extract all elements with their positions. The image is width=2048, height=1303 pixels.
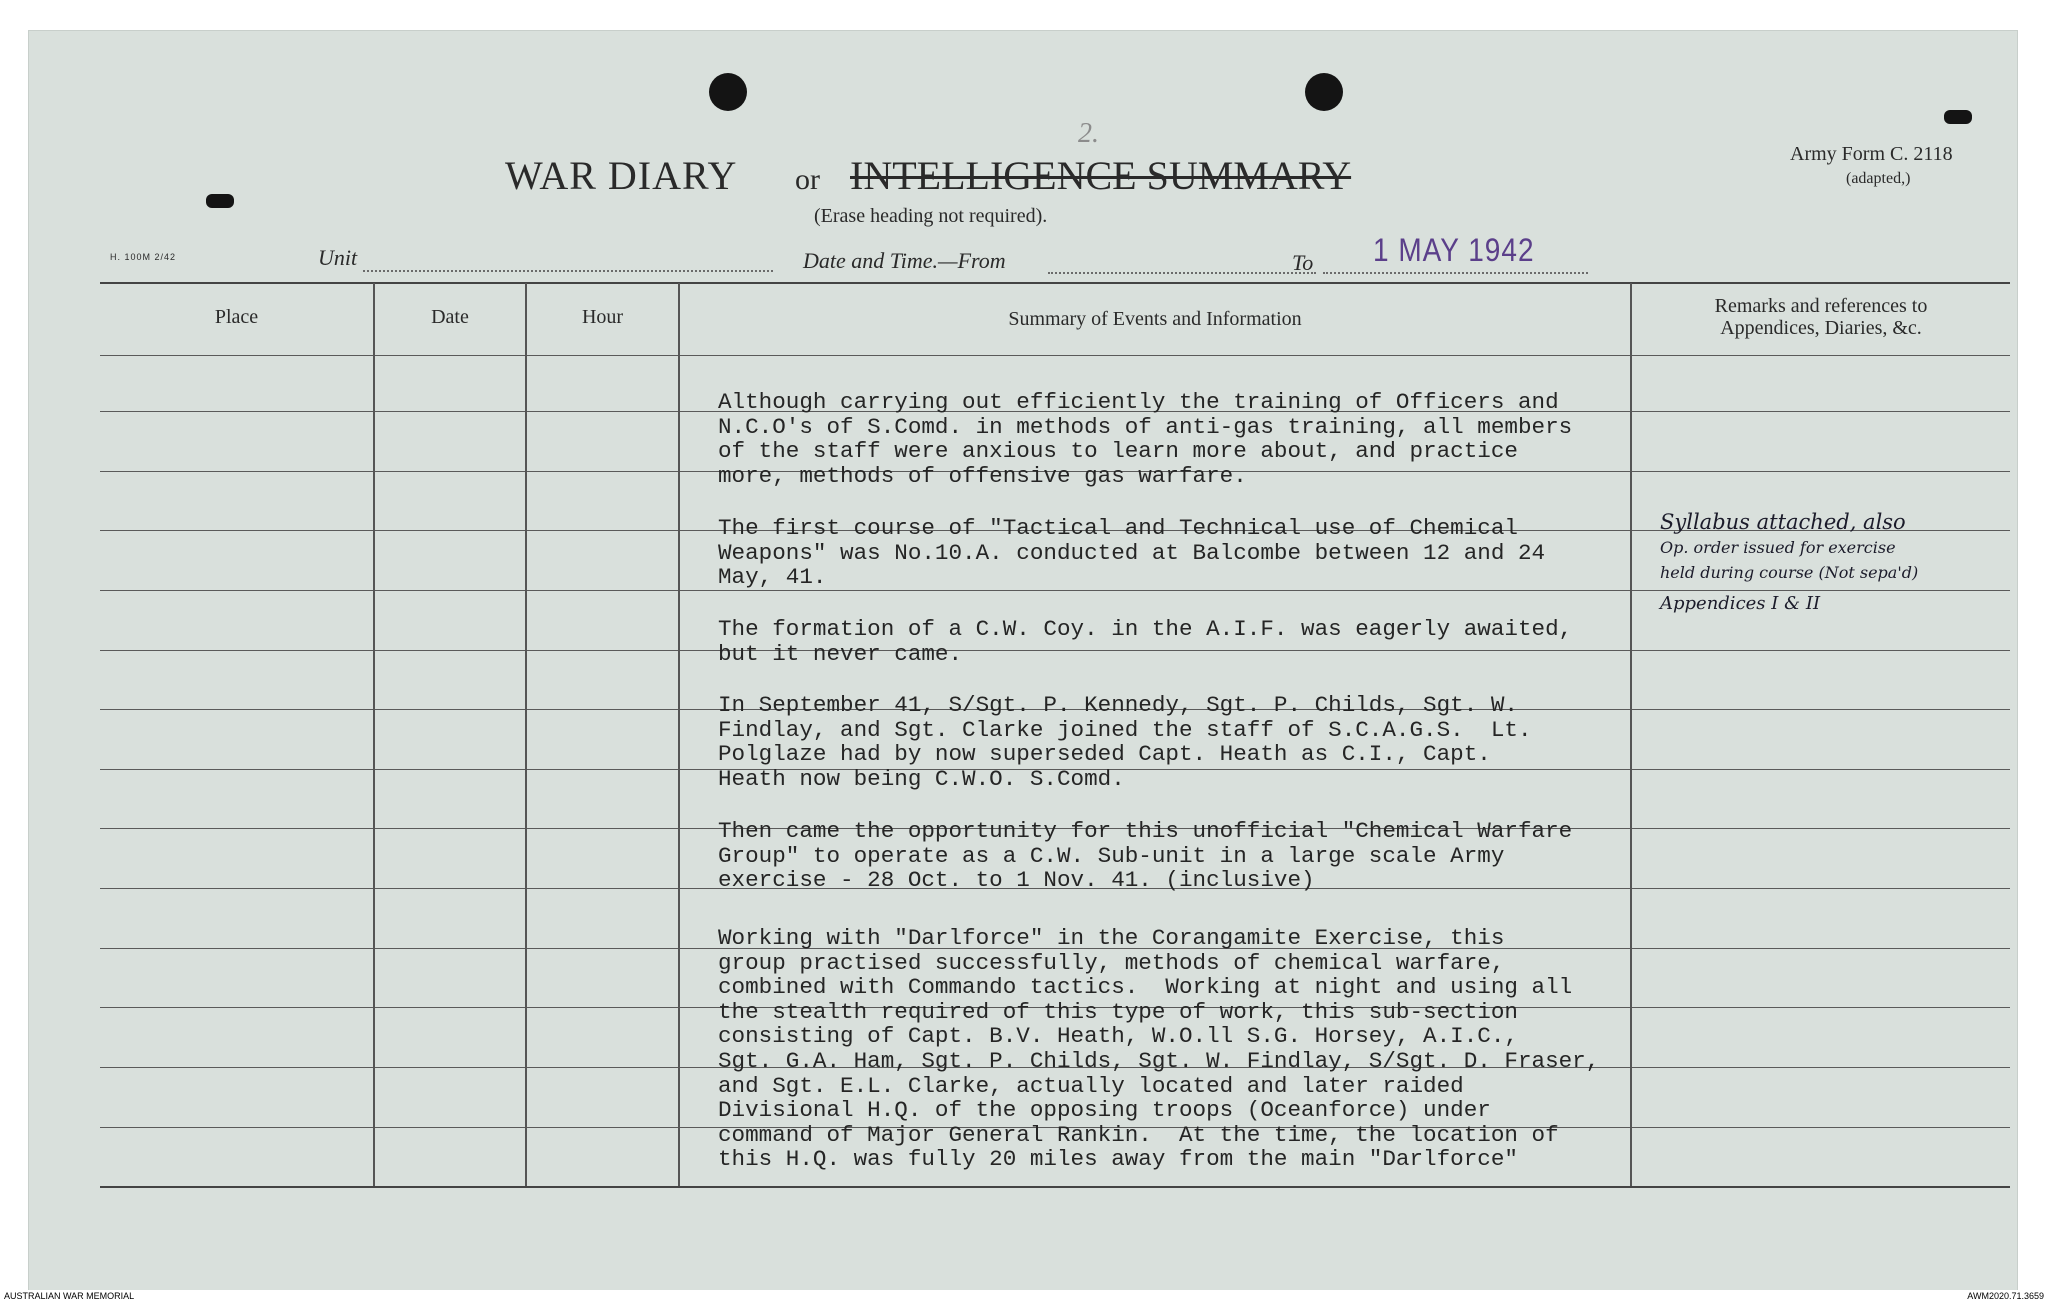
page-number-mark: 2. <box>1078 118 1099 149</box>
column-header-hour: Hour <box>581 306 624 328</box>
remarks-handwritten-line: held during course (Not sepa'd) <box>1660 563 1919 582</box>
title-war-diary: WAR DIARY <box>505 153 738 198</box>
footer-accession-number: AWM2020.71.3659 <box>1967 1291 2044 1301</box>
date-to-field <box>1323 272 1588 274</box>
header-rule <box>100 355 2010 356</box>
diary-sheet <box>28 30 2018 1292</box>
remarks-handwritten-line: Appendices I & II <box>1660 593 1821 614</box>
date-time-from-label: Date and Time.—From <box>803 248 1006 273</box>
summary-paragraph: The first course of "Tactical and Technical use of Chemical Weapons" was No.10.A. conducted at Balcombe between 12 and 24 May, 41. <box>718 515 1546 591</box>
summary-paragraph: Although carrying out efficiently the training of Officers and N.C.O's of S.Comd. in methods of anti-gas training, all members of the staff were anxious to learn more about, and practice more, methods of offensive gas warfare. <box>718 389 1573 489</box>
table-top-border <box>100 282 2010 284</box>
col-divider-date-hour <box>525 283 527 1186</box>
remarks-handwritten-line: Op. order issued for exercise <box>1660 538 1896 557</box>
unit-field <box>363 270 773 272</box>
col-divider-hour-summary <box>678 283 680 1186</box>
table-bottom-border <box>100 1186 2010 1188</box>
summary-paragraph: In September 41, S/Sgt. P. Kennedy, Sgt. P. Childs, Sgt. W. Findlay, and Sgt. Clarke joined the staff of S.C.A.G.S. Lt. Polglaze had by now superseded Capt. Heath as C.I., Capt. Heath now being C.W.O. S.Comd. <box>718 692 1532 792</box>
title-or: or <box>795 163 820 196</box>
column-header-remarks-line2: Appendices, Diaries, &c. <box>1720 317 1922 339</box>
column-header-date: Date <box>431 306 469 328</box>
tear-mark-right <box>1944 110 1972 124</box>
erase-heading-note: (Erase heading not required). <box>814 205 1048 227</box>
column-header-summary: Summary of Events and Information <box>1008 308 1302 330</box>
to-label: To <box>1292 250 1314 275</box>
summary-paragraph: The formation of a C.W. Coy. in the A.I.F. was eagerly awaited, but it never came. <box>718 616 1573 667</box>
punch-hole-right <box>1305 73 1343 111</box>
footer-institution: AUSTRALIAN WAR MEMORIAL <box>4 1291 135 1301</box>
date-stamp: 1 MAY 1942 <box>1373 232 1535 268</box>
tear-mark-left <box>206 194 234 208</box>
punch-hole-left <box>709 73 747 111</box>
summary-paragraph: Then came the opportunity for this unofficial "Chemical Warfare Group" to operate as a C.W. Sub-unit in a large scale Army exercise - 28 Oct. to 1 Nov. 41. (inclusive) <box>718 818 1573 894</box>
column-header-remarks-line1: Remarks and references to <box>1714 295 1928 317</box>
army-form-adapted: (adapted,) <box>1846 170 1911 187</box>
col-divider-place-date <box>373 283 375 1186</box>
print-code: H. 100M 2/42 <box>110 252 177 262</box>
army-form-number: Army Form C. 2118 <box>1790 143 1953 165</box>
archive-footer <box>0 1290 2048 1303</box>
date-from-field <box>1048 272 1316 274</box>
column-header-place: Place <box>214 306 259 328</box>
title-intelligence-summary: INTELLIGENCE SUMMARY <box>850 153 1352 198</box>
remarks-handwritten-line: Syllabus attached, also <box>1660 510 1906 534</box>
row-rule <box>100 590 2010 591</box>
summary-paragraph: Working with "Darlforce" in the Corangamite Exercise, this group practised successfully, methods of chemical warfare, combined with Commando tactics. Working at night and using all the stealth required of this type of work, this sub-section consisting of Capt. B.V. Heath, W.O.ll S.G. Horsey, A.I.C., Sgt. G.A. Ham, Sgt. P. Childs, Sgt. W. Findlay, S/Sgt. D. Fraser, and Sgt. E.L. Clarke, actually located and later raided Divisional H.Q. of the opposing troops (Oceanforce) under command of Major General Rankin. At the time, the location of this H.Q. was fully 20 miles away from the main "Darlforce" <box>718 925 1600 1173</box>
unit-label: Unit <box>318 245 358 270</box>
